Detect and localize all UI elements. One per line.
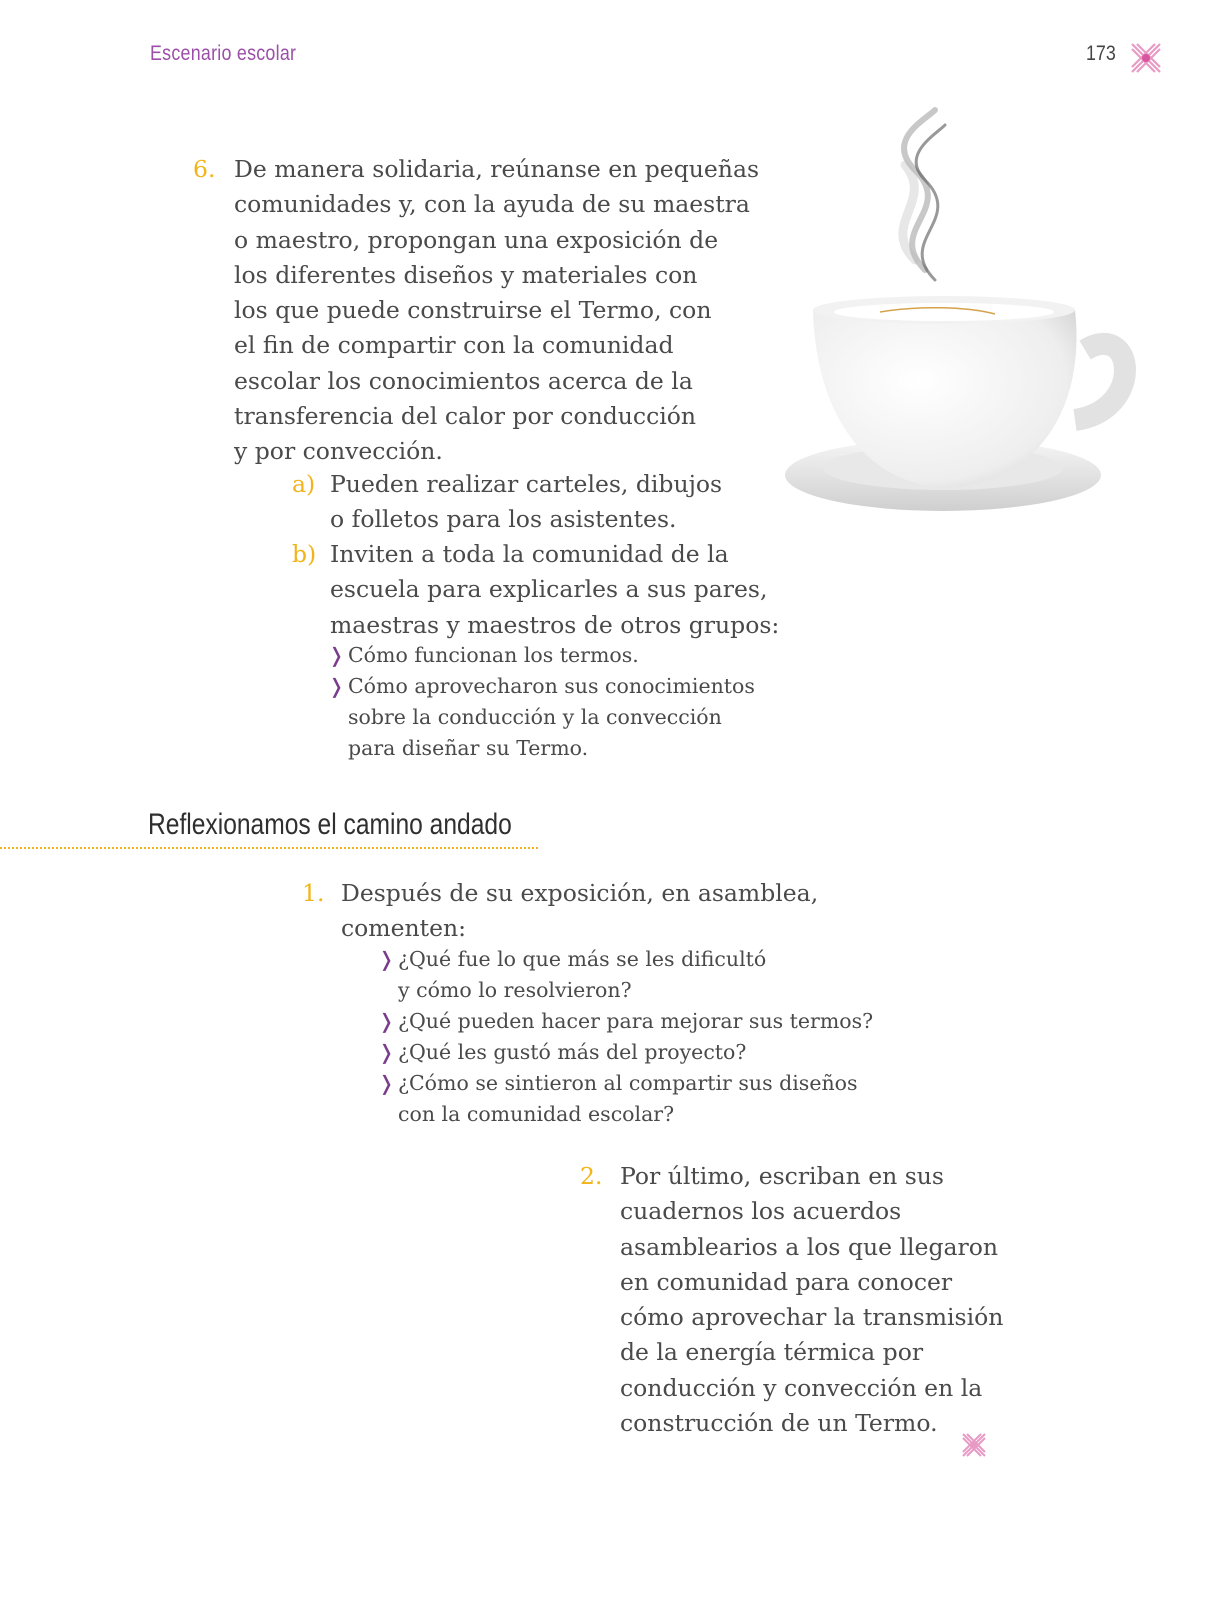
activity-number: 6. <box>193 155 216 183</box>
text-line: ¿Cómo se sintieron al compartir sus diseños <box>398 1071 858 1095</box>
section-heading: Reflexionamos el camino andado <box>148 808 512 841</box>
bullet-item <box>398 944 766 1006</box>
text-line: de la energía térmica por <box>620 1338 924 1367</box>
item-2-text <box>620 1159 1003 1441</box>
text-line: cómo aprovechar la transmisión <box>620 1303 1004 1332</box>
coffee-cup-illustration <box>785 100 1155 530</box>
text-line: para diseñar su Termo. <box>348 736 589 760</box>
heading-divider <box>0 847 538 849</box>
bullet-item <box>348 671 755 764</box>
subitem-a-text <box>330 467 722 538</box>
pink-cross-ornament-icon <box>1128 40 1164 76</box>
chevron-right-icon: ❭ <box>378 1009 395 1033</box>
subitem-label-a: a) <box>292 470 316 498</box>
chevron-right-icon: ❭ <box>378 1071 395 1095</box>
bullet-item <box>348 640 639 671</box>
text-line: los diferentes diseños y materiales con <box>234 260 698 289</box>
chevron-right-icon: ❭ <box>328 674 345 698</box>
text-line: y por convección. <box>234 437 443 466</box>
bullet-item <box>398 1037 746 1068</box>
subitem-b-text <box>330 537 779 643</box>
text-line: maestras y maestros de otros grupos: <box>330 610 780 639</box>
item-1-text <box>341 876 818 947</box>
text-line: sobre la conducción y la convección <box>348 705 722 729</box>
text-line: construcción de un Termo. <box>620 1409 938 1438</box>
text-line: escolar los conocimientos acerca de la <box>234 366 693 395</box>
text-line: comunidades y, con la ayuda de su maestra <box>234 190 750 219</box>
text-line: Pueden realizar carteles, dibujos <box>330 470 723 498</box>
chevron-right-icon: ❭ <box>378 1040 395 1064</box>
text-line: conducción y convección en la <box>620 1373 983 1402</box>
text-line: los que puede construirse el Termo, con <box>234 296 712 325</box>
text-line: y cómo lo resolvieron? <box>398 978 632 1002</box>
text-line: cuadernos los acuerdos <box>620 1197 902 1226</box>
text-line: Por último, escriban en sus <box>620 1162 944 1190</box>
text-line: ¿Qué les gustó más del proyecto? <box>398 1040 747 1064</box>
item-number: 2. <box>580 1162 603 1190</box>
activity-6-text <box>234 152 759 470</box>
text-line: ¿Qué fue lo que más se les dificultó <box>398 947 767 971</box>
pink-cross-ornament-icon <box>960 1431 988 1459</box>
bullet-item <box>398 1006 873 1037</box>
text-line: comenten: <box>341 914 467 943</box>
header-section-title: Escenario escolar <box>150 42 297 65</box>
chevron-right-icon: ❭ <box>328 643 345 667</box>
subitem-label-b: b) <box>292 540 317 568</box>
text-line: transferencia del calor por conducción <box>234 402 697 431</box>
item-number: 1. <box>302 879 325 907</box>
text-line: o folletos para los asistentes. <box>330 505 677 534</box>
text-line: escuela para explicarles a sus pares, <box>330 575 768 604</box>
text-line: Después de su exposición, en asamblea, <box>341 879 819 907</box>
text-line: el fin de compartir con la comunidad <box>234 331 674 360</box>
text-line: asamblearios a los que llegaron <box>620 1232 999 1261</box>
text-line: Cómo aprovecharon sus conocimientos <box>348 674 755 698</box>
page-number: 173 <box>1086 42 1116 65</box>
text-line: Cómo funcionan los termos. <box>348 643 639 667</box>
steam <box>903 110 945 280</box>
text-line: De manera solidaria, reúnanse en pequeñas <box>234 155 760 183</box>
chevron-right-icon: ❭ <box>378 947 395 971</box>
text-line: con la comunidad escolar? <box>398 1102 675 1126</box>
bullet-item <box>398 1068 858 1130</box>
text-line: en comunidad para conocer <box>620 1267 953 1296</box>
text-line: Inviten a toda la comunidad de la <box>330 540 729 568</box>
text-line: ¿Qué pueden hacer para mejorar sus termos? <box>398 1009 874 1033</box>
text-line: o maestro, propongan una exposición de <box>234 225 719 254</box>
